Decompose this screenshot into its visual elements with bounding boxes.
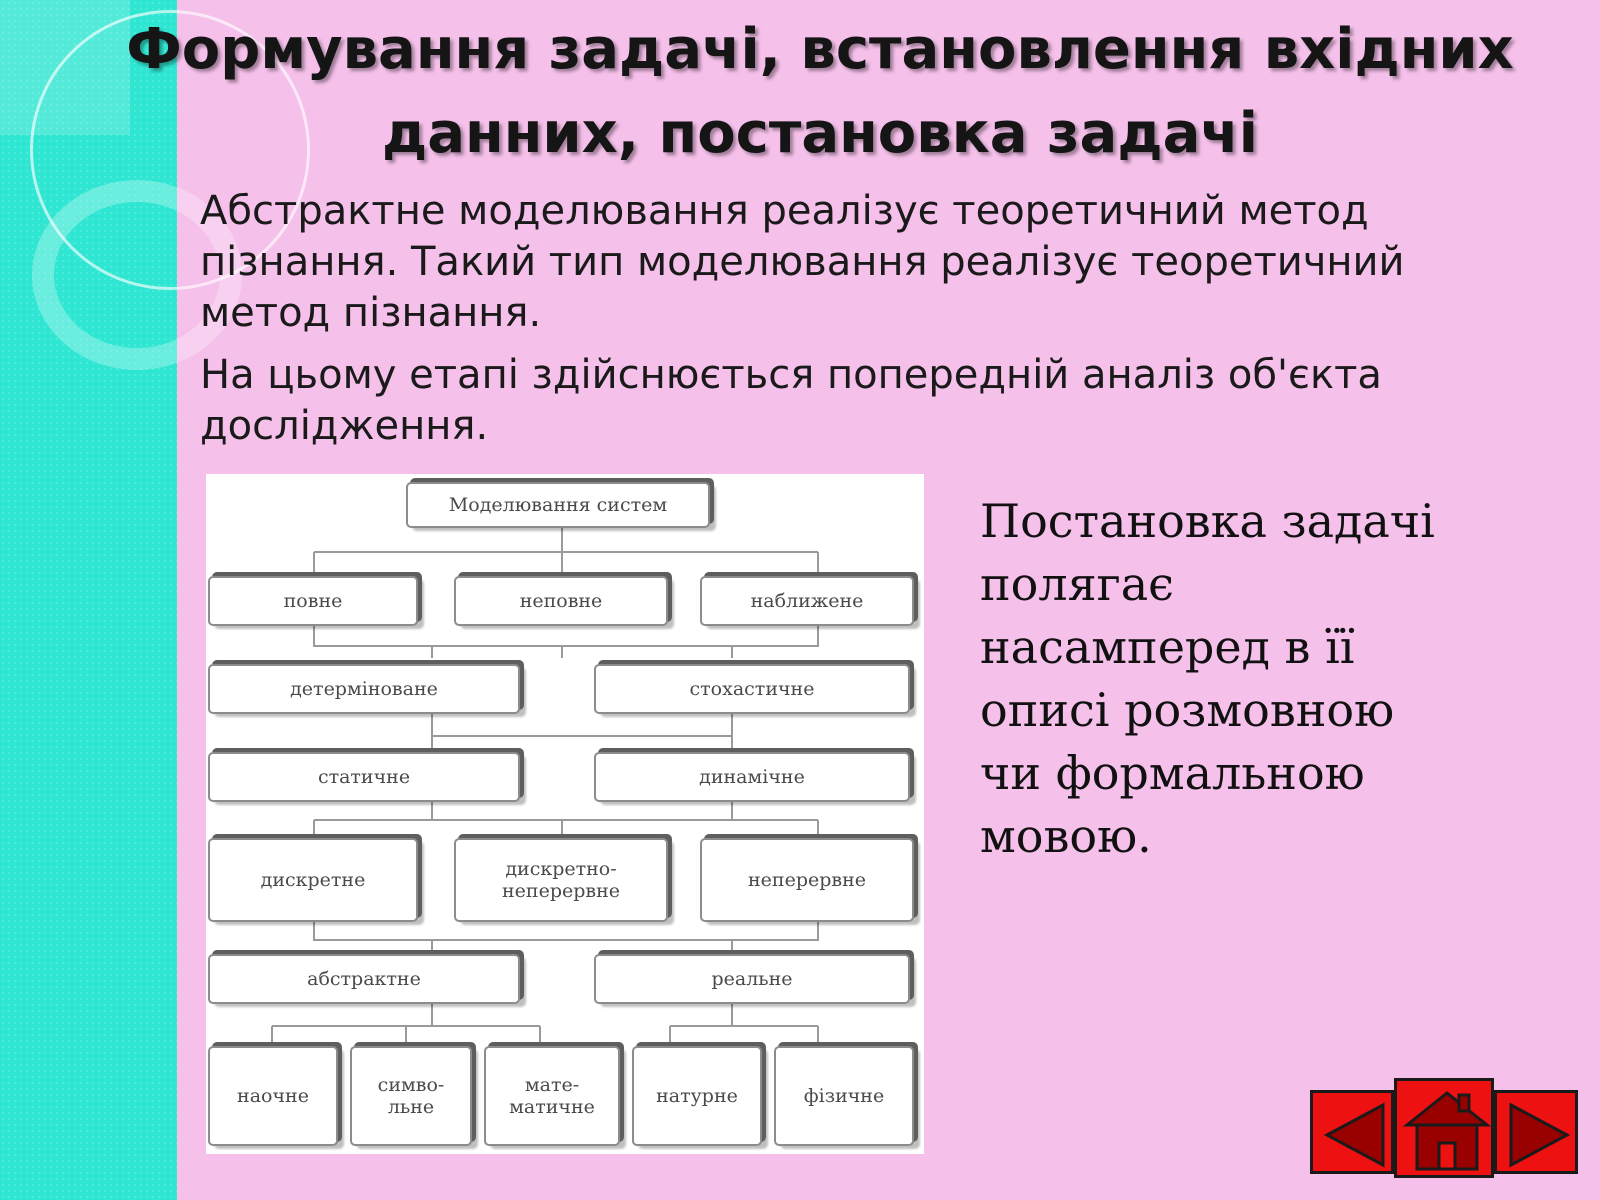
box-natural: натурне (632, 1046, 762, 1146)
box-mathematical: мате-матичне (484, 1046, 620, 1146)
box-static: статичне (208, 752, 520, 802)
slide-title-line-1: Формування задачі, встановлення вхідних (126, 17, 1514, 82)
side-text: Постановка задачі полягає насамперед в її описі розмовною чи формальною мовою. (980, 494, 1435, 863)
box-discrete: дискретне (208, 838, 418, 922)
box-dynamic: динамічне (594, 752, 910, 802)
triangle-right-icon (1497, 1093, 1581, 1177)
box-approximate: наближене (700, 576, 914, 626)
paragraph-1: Абстрактне моделювання реалізує теоретичний метод пізнання. Такий тип моделювання реалізує теоретичний метод пізнання. (200, 188, 1405, 336)
box-continuous: неперервне (700, 838, 914, 922)
box-visual: наочне (208, 1046, 338, 1146)
home-button[interactable] (1394, 1078, 1494, 1178)
box-deterministic: детерміноване (208, 664, 520, 714)
box-physical: фізичне (774, 1046, 914, 1146)
box-discrete-continuous: дискретно-неперервне (454, 838, 668, 922)
paragraph-2: На цьому етапі здійснюється попередній аналіз об'єкта дослідження. (200, 352, 1382, 449)
box-full: повне (208, 576, 418, 626)
slide-title-line-2: данних, постановка задачі (381, 101, 1258, 166)
prev-button[interactable] (1310, 1090, 1394, 1174)
next-button[interactable] (1494, 1090, 1578, 1174)
slide-title (100, 8, 1540, 176)
box-abstract: абстрактне (208, 954, 520, 1004)
box-symbolic: симво-льне (350, 1046, 472, 1146)
body-text (200, 186, 1510, 452)
triangle-left-icon (1313, 1093, 1397, 1177)
box-root: Моделювання систем (406, 482, 710, 528)
classification-diagram (206, 474, 924, 1154)
box-real: реальне (594, 954, 910, 1004)
box-stochastic: стохастичне (594, 664, 910, 714)
home-icon (1397, 1081, 1497, 1181)
box-incomplete: неповне (454, 576, 668, 626)
